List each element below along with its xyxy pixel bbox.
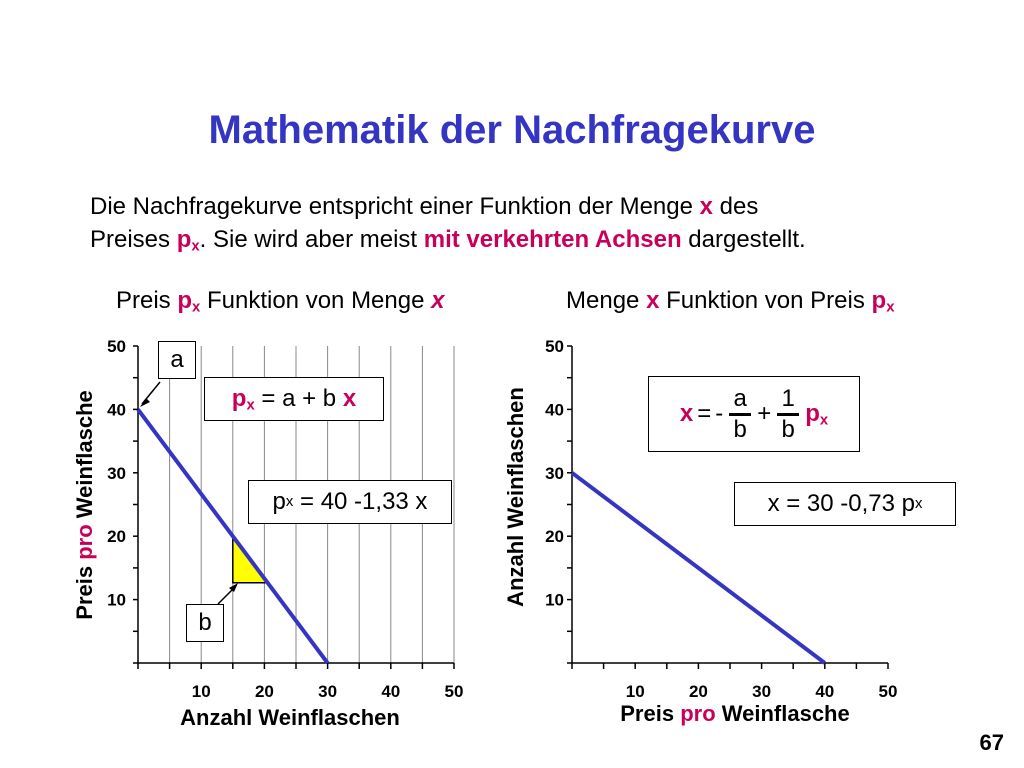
x-tick-label: 10 <box>191 682 211 701</box>
x-tick-label: 20 <box>254 682 274 701</box>
x-tick-label: 30 <box>318 682 338 701</box>
left-y-axis-label: Preis pro Weinflasche <box>72 390 97 620</box>
page-title: Mathematik der Nachfragekurve <box>208 108 816 152</box>
right-x-axis-label: Preis pro Weinflasche <box>620 701 850 726</box>
intro-text: Die Nachfragekurve entspricht einer Funktion der Menge x des Preises $p_x$. Sie wird aber meist mit verkehrten Achsen dargestellt. <box>90 193 806 255</box>
left-x-axis-label: Anzahl Weinflaschen <box>180 705 400 730</box>
y-tick-label: 10 <box>107 590 126 610</box>
y-tick-label: 50 <box>107 337 126 356</box>
slope-label-box: b <box>186 604 224 642</box>
y-tick-label: 30 <box>545 463 564 483</box>
right-example-box: x = 30 -0,73 p x <box>734 482 956 526</box>
y-tick-label: 30 <box>107 463 126 483</box>
x-tick-label: 40 <box>815 682 835 701</box>
y-tick-label: 40 <box>107 400 126 420</box>
right-chart-subtitle: Menge x Funktion von Preis $p_x$ <box>566 287 895 316</box>
y-tick-label: 10 <box>545 590 564 610</box>
y-tick-label: 20 <box>545 527 564 547</box>
y-tick-label: 50 <box>545 337 564 356</box>
x-tick-label: 40 <box>381 682 401 701</box>
right-formula-box: x = - $\frac{a}{b}$ + $\frac{1}{b}$ $p_x$ <box>648 376 860 452</box>
left-example-box: p x = 40 -1,33 x <box>248 480 452 524</box>
x-tick-label: 10 <box>625 682 645 701</box>
left-chart-subtitle: Preis $p_x$ Funktion von Menge x <box>116 287 445 316</box>
x-tick-label: 50 <box>444 682 464 701</box>
left-formula-box: $p_x$ = a + b x <box>204 377 384 421</box>
x-tick-label: 30 <box>752 682 772 701</box>
right-y-axis-label: Anzahl Weinflaschen <box>503 387 528 607</box>
intercept-label-box: a <box>158 341 196 379</box>
x-tick-label: 20 <box>688 682 708 701</box>
y-tick-label: 40 <box>545 400 564 420</box>
y-tick-label: 20 <box>107 527 126 547</box>
x-tick-label: 50 <box>878 682 898 701</box>
page-number: 67 <box>979 730 1004 755</box>
